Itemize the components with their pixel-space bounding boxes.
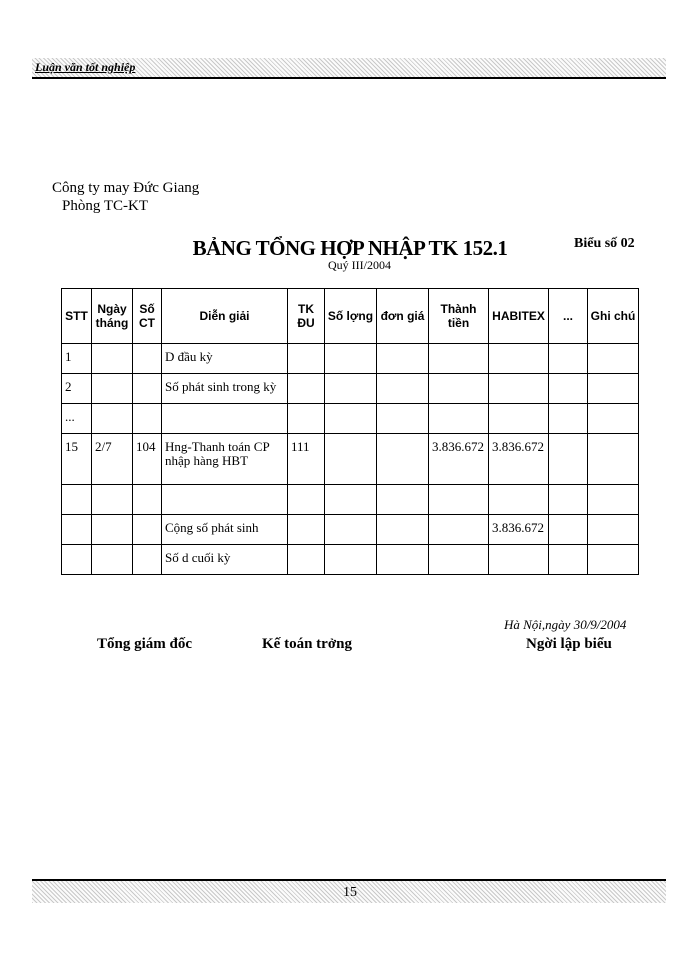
cell-amount <box>429 374 489 404</box>
header-rule <box>32 77 666 79</box>
cell-note <box>588 344 639 374</box>
cell-date <box>92 374 133 404</box>
cell-etc <box>549 485 588 515</box>
cell-doc <box>133 515 162 545</box>
cell-stt <box>62 485 92 515</box>
col-header-stt: STT <box>62 289 92 344</box>
cell-date <box>92 404 133 434</box>
cell-acc <box>288 374 325 404</box>
ledger-table <box>61 288 639 575</box>
cell-habitex: 3.836.672 <box>489 515 549 545</box>
cell-desc: Hng-Thanh toán CP nhập hàng HBT <box>162 434 288 485</box>
table-row <box>62 485 639 515</box>
cell-habitex <box>489 404 549 434</box>
cell-date: 2/7 <box>92 434 133 485</box>
cell-note <box>588 404 639 434</box>
cell-stt: 2 <box>62 374 92 404</box>
cell-doc: 104 <box>133 434 162 485</box>
col-header-habitex: HABITEX <box>489 289 549 344</box>
cell-stt: 15 <box>62 434 92 485</box>
cell-price <box>377 485 429 515</box>
cell-doc <box>133 545 162 575</box>
department-name: Phòng TC-KT <box>62 198 148 214</box>
cell-date <box>92 485 133 515</box>
form-number: Biểu số 02 <box>574 236 635 251</box>
table-row <box>62 434 639 485</box>
cell-habitex <box>489 344 549 374</box>
cell-qty <box>325 545 377 575</box>
cell-date <box>92 344 133 374</box>
cell-desc: D đầu kỳ <box>162 344 288 374</box>
col-header-price: đơn giá <box>377 289 429 344</box>
cell-qty <box>325 344 377 374</box>
col-header-doc <box>133 289 162 344</box>
col-header-date <box>92 289 133 344</box>
col-header-doc-line1: Số <box>139 302 155 316</box>
cell-date <box>92 545 133 575</box>
col-header-acc-line2: ĐU <box>297 316 315 330</box>
cell-etc <box>549 434 588 485</box>
cell-acc <box>288 485 325 515</box>
cell-date <box>92 515 133 545</box>
col-header-acc-line1: TK <box>298 302 314 316</box>
cell-etc <box>549 515 588 545</box>
signature-date: Hà Nội,ngày 30/9/2004 <box>504 617 627 632</box>
table-row <box>62 374 639 404</box>
table-row <box>62 515 639 545</box>
cell-acc <box>288 344 325 374</box>
cell-acc <box>288 404 325 434</box>
cell-qty <box>325 404 377 434</box>
cell-note <box>588 485 639 515</box>
col-header-etc: ... <box>549 289 588 344</box>
cell-stt: 1 <box>62 344 92 374</box>
cell-habitex <box>489 545 549 575</box>
page-subtitle: Quý III/2004 <box>328 258 391 272</box>
table-header-row <box>62 289 639 344</box>
table-row <box>62 545 639 575</box>
col-header-date-line2: tháng <box>95 316 129 330</box>
cell-stt <box>62 545 92 575</box>
cell-desc <box>162 404 288 434</box>
director-signature-label: Tổng giám đốc <box>97 636 193 652</box>
accountant-signature-label: Kế toán trởng <box>262 636 352 652</box>
page-number: 15 <box>343 885 357 900</box>
cell-price <box>377 434 429 485</box>
table-row <box>62 344 639 374</box>
cell-qty <box>325 485 377 515</box>
cell-qty <box>325 374 377 404</box>
cell-desc: Số phát sinh trong kỳ <box>162 374 288 404</box>
cell-doc <box>133 404 162 434</box>
company-name: Công ty may Đức Giang <box>52 180 200 196</box>
cell-acc <box>288 515 325 545</box>
cell-amount <box>429 515 489 545</box>
cell-habitex: 3.836.672 <box>489 434 549 485</box>
cell-habitex <box>489 485 549 515</box>
cell-stt <box>62 515 92 545</box>
cell-doc <box>133 374 162 404</box>
cell-etc <box>549 344 588 374</box>
running-header: Luận văn tốt nghiệp <box>35 60 136 74</box>
col-header-amount: Thành tiền <box>429 289 489 344</box>
cell-desc: Số d cuối kỳ <box>162 545 288 575</box>
cell-etc <box>549 545 588 575</box>
col-header-qty: Số lợng <box>325 289 377 344</box>
cell-note <box>588 374 639 404</box>
cell-price <box>377 404 429 434</box>
cell-qty <box>325 434 377 485</box>
cell-note <box>588 434 639 485</box>
cell-desc: Cộng số phát sinh <box>162 515 288 545</box>
table-row <box>62 404 639 434</box>
preparer-signature-label: Ngời lập biểu <box>526 636 612 652</box>
cell-amount <box>429 404 489 434</box>
col-header-doc-line2: CT <box>139 316 155 330</box>
cell-note <box>588 545 639 575</box>
cell-doc <box>133 485 162 515</box>
cell-note <box>588 515 639 545</box>
cell-price <box>377 545 429 575</box>
cell-price <box>377 344 429 374</box>
cell-amount <box>429 485 489 515</box>
col-header-desc: Diễn giải <box>162 289 288 344</box>
cell-price <box>377 515 429 545</box>
cell-price <box>377 374 429 404</box>
cell-etc <box>549 374 588 404</box>
col-header-note: Ghi chú <box>588 289 639 344</box>
cell-stt: ... <box>62 404 92 434</box>
cell-acc <box>288 545 325 575</box>
page-title: BẢNG TỔNG HỢP NHẬP TK 152.1 <box>192 236 508 260</box>
cell-qty <box>325 515 377 545</box>
cell-amount <box>429 545 489 575</box>
cell-etc <box>549 404 588 434</box>
cell-amount: 3.836.672 <box>429 434 489 485</box>
cell-desc <box>162 485 288 515</box>
cell-doc <box>133 344 162 374</box>
cell-habitex <box>489 374 549 404</box>
col-header-account <box>288 289 325 344</box>
cell-acc: 111 <box>288 434 325 485</box>
col-header-date-line1: Ngày <box>97 302 127 316</box>
cell-amount <box>429 344 489 374</box>
